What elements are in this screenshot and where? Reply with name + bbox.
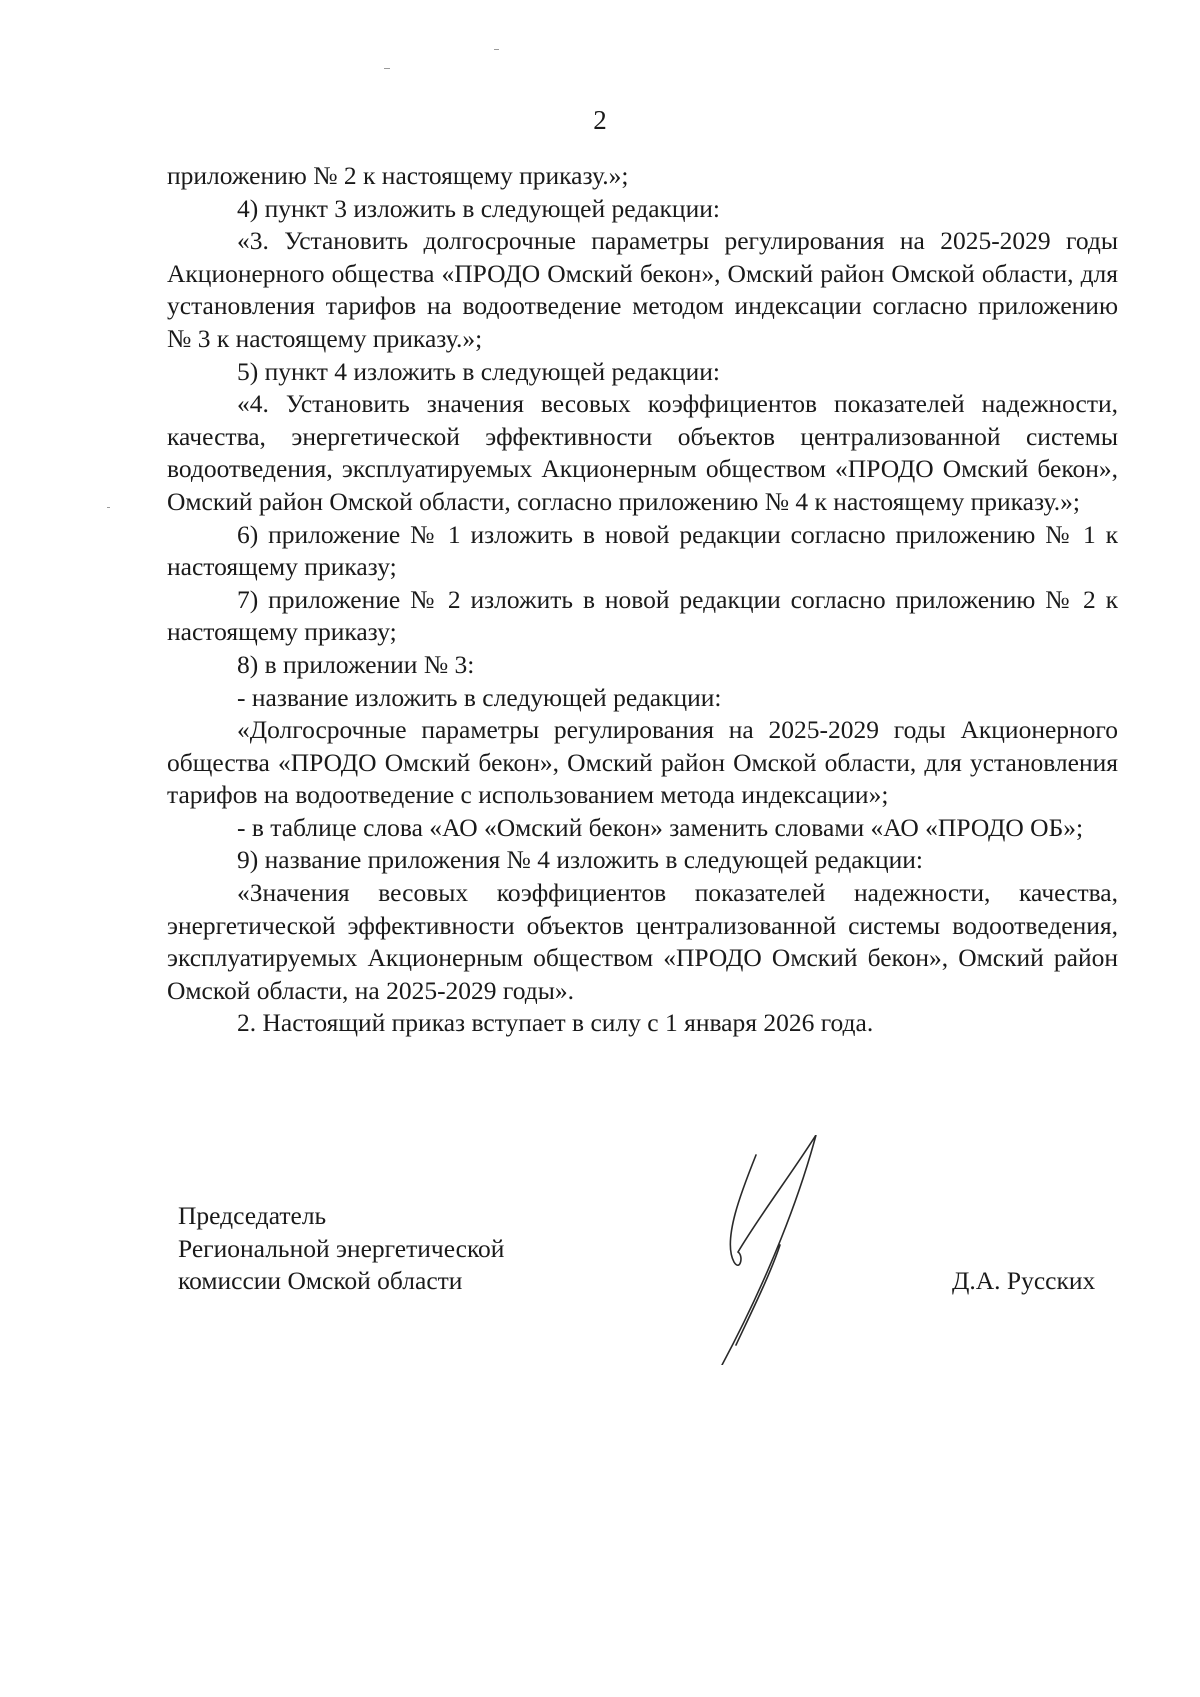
paragraph-item-5: 5) пункт 4 изложить в следующей редакции: xyxy=(237,356,720,386)
paragraph-item-8: 8) в приложении № 3: xyxy=(237,649,475,679)
paragraph-subitem-title: - название изложить в следующей редакции: xyxy=(237,682,722,712)
page-number: 2 xyxy=(593,105,607,135)
paragraph-item-6: 6) приложение № 1 изложить в новой редакции согласно приложению № 1 к настоящему приказу; xyxy=(167,519,1118,582)
handwritten-signature xyxy=(720,1135,840,1365)
signatory-title-line: комиссии Омской области xyxy=(178,1266,463,1296)
paragraph-quote-title-4: «Значения весовых коэффициентов показателей надежности, качества, энергетической эффективности объектов централизованной системы водоотведения, эксплуатируемых Акционерным обществом «ПРОДО Омский бекон», Омский район Омской области, на 2025-2029 годы». xyxy=(167,878,1118,1005)
signer-name: Д.А. Русских xyxy=(952,1266,1096,1295)
paragraph-item-7: 7) приложение № 2 изложить в новой редакции согласно приложению № 2 к настоящему приказу; xyxy=(167,584,1118,647)
paragraph-item-4: 4) пункт 3 изложить в следующей редакции: xyxy=(237,193,720,223)
signatory-title-line: Региональной энергетической xyxy=(178,1233,505,1263)
scan-speck xyxy=(107,507,110,508)
scan-speck xyxy=(384,68,390,69)
paragraph-quote-3: «3. Установить долгосрочные параметры регулирования на 2025-2029 годы Акционерного общества «ПРОДО Омский бекон», Омский район Омской области, для установления тарифов на водоотведение методом индексации согласно приложению № 3 к настоящему приказу.»; xyxy=(167,226,1118,353)
paragraph-effective-date: 2. Настоящий приказ вступает в силу с 1 января 2026 года. xyxy=(237,1008,874,1038)
signatory-title-line: Председатель xyxy=(178,1201,327,1230)
paragraph-item-9: 9) название приложения № 4 изложить в следующей редакции: xyxy=(237,845,923,875)
order-text xyxy=(167,160,1118,1040)
paragraph-continuation: приложению № 2 к настоящему приказу.»; xyxy=(167,161,629,190)
paragraph-quote-4: «4. Установить значения весовых коэффициентов показателей надежности, качества, энергетической эффективности объектов централизованной системы водоотведения, эксплуатируемых Акционерным обществом «ПРОДО Омский бекон», Омский район Омской области, согласно приложению № 4 к настоящему приказу.»; xyxy=(167,389,1118,516)
signatory-title xyxy=(178,1200,504,1298)
paragraph-subitem-table: - в таблице слова «АО «Омский бекон» заменить словами «АО «ПРОДО ОБ»; xyxy=(237,812,1084,842)
scan-speck xyxy=(494,49,499,50)
paragraph-quote-title-3: «Долгосрочные параметры регулирования на 2025-2029 годы Акционерного общества «ПРОДО Омский бекон», Омский район Омской области, для установления тарифов на водоотведение с использованием метода индексации»; xyxy=(167,715,1118,810)
